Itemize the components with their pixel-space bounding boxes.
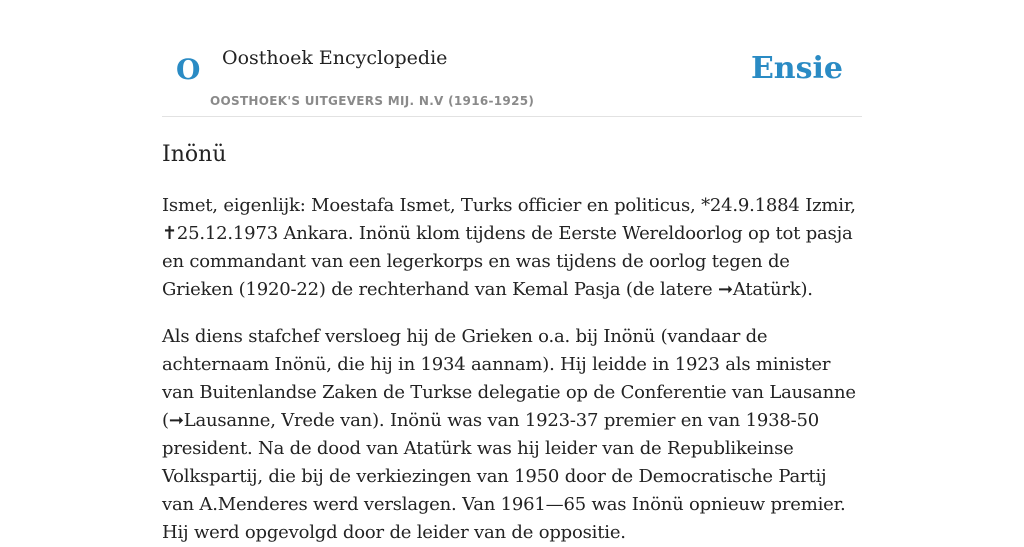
entry-paragraph: Als diens stafchef versloeg hij de Grieken o.a. bij Inönü (vandaar de achternaam Inönü, die hij in 1934 aannam). Hij leidde in 1923 als minister van Buitenlandse Zaken de Turkse delegatie op de Conferentie van Lausanne (➞Lausanne, Vrede van). Inönü was van 1923-37 premier en van 1938-50 president. Na de dood van Atatürk was hij leider van de Republikeinse Volkspartij, die bij de verkiezingen van 1950 door de Democratische Partij van A.Menderes werd verslagen. Van 1961—65 was Inönü opnieuw premier. Hij werd opgevolgd door de leider van de oppositie.: [162, 326, 856, 543]
ensie-brand-link[interactable]: Ensie: [750, 51, 843, 86]
article: [162, 136, 862, 547]
publisher-subtitle: OOSTHOEK'S UITGEVERS MIJ. N.V (1916-1925): [210, 94, 535, 108]
entry-paragraph: Ismet, eigenlijk: Moestafa Ismet, Turks officier en politicus, *24.9.1884 Izmir, ✝25.12.1973 Ankara. Inönü klom tijdens de Eerste Wereldoorlog op tot pasja en commandant van een legerkorps en was tijdens de oorlog tegen de Grieken (1920-22) de rechterhand van Kemal Pasja (de latere ➞Atatürk).: [162, 195, 856, 300]
site-title: Oosthoek Encyclopedie: [222, 47, 448, 69]
header: [162, 0, 862, 117]
site-logo[interactable]: O: [176, 53, 201, 86]
entry-title: Inönü: [162, 142, 227, 167]
